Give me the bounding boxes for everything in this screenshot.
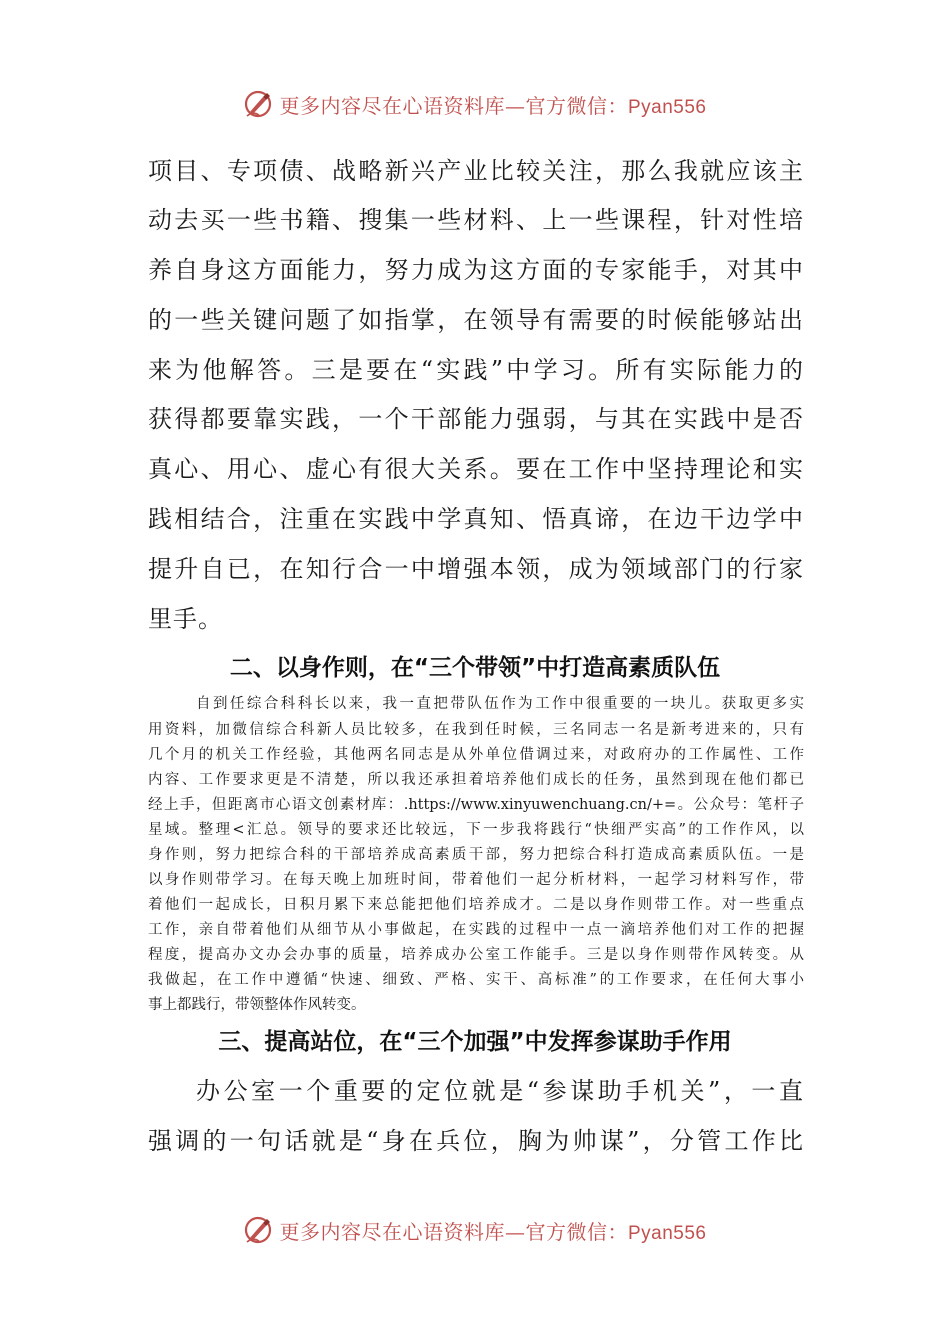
footer-watermark	[0, 1212, 950, 1248]
watermark-id: Pyan556	[627, 1222, 707, 1244]
small-body-line: 程度，提高办文办会办事的质量，培养成办公室工作能手。三是以身作则带作风转变。从	[148, 947, 804, 963]
body-line: 提升自已，在知行合一中增强本领，成为领域部门的行家	[148, 555, 804, 583]
pen-logo-icon	[243, 1215, 273, 1245]
section-heading: 三、提高站位，在“三个加强”中发挥参谋助手作用	[218, 1029, 732, 1055]
small-body-line: 几个月的机关工作经验，其他两名同志是从外单位借调过来，对政府办的工作属性、工作	[148, 747, 804, 763]
body-line: 的一些关键问题了如指掌，在领导有需要的时候能够站出	[148, 306, 804, 334]
small-body-line: 身作则，努力把综合科的干部培养成高素质干部，努力把综合科打造成高素质队伍。一是	[148, 847, 804, 863]
body-line: 养自身这方面能力，努力成为这方面的专家能手，对其中	[148, 256, 804, 284]
section-heading: 二、以身作则，在“三个带领”中打造高素质队伍	[229, 655, 721, 681]
body-line: 项目、专项债、战略新兴产业比较关注，那么我就应该主	[148, 157, 804, 185]
watermark-text: 更多内容尽在心语资料库—官方微信：Pyan556	[279, 93, 707, 118]
body-line: 践相结合，注重在实践中学真知、悟真谛，在边干边学中	[148, 505, 804, 533]
body-line: 来为他解答。三是要在“实践”中学习。所有实际能力的	[148, 356, 804, 384]
body-line: 动去买一些书籍、搜集一些材料、上一些课程，针对性培	[148, 206, 804, 234]
small-body-line: 内容、工作要求更是不清楚，所以我还承担着培养他们成长的任务，虽然到现在他们都已	[148, 772, 804, 788]
watermark-id: Pyan556	[627, 96, 707, 118]
small-body-line: 工作，亲自带着他们从细节从小事做起，在实践的过程中一点一滴培养他们对工作的把握	[148, 922, 804, 938]
small-body-line: 着他们一起成长，日积月累下来总能把他们培养成才。二是以身作则带工作。对一些重点	[148, 897, 804, 913]
body-line: 获得都要靠实践，一个干部能力强弱，与其在实践中是否	[148, 405, 804, 433]
small-body-line: 自到任综合科科长以来，我一直把带队伍作为工作中很重要的一块儿。获取更多实	[196, 696, 804, 712]
header-watermark	[0, 86, 950, 122]
small-body-line: 星域。整理<汇总。领导的要求还比较远，下一步我将践行“快细严实高”的工作作风，以	[148, 822, 804, 838]
body-line: 办公室一个重要的定位就是“参谋助手机关”，一直	[196, 1077, 804, 1105]
small-body-line: 用资料，加微信综合科新人员比较多，在我到任时候，三名同志一名是新考进来的，只有	[148, 722, 804, 738]
small-body-line: 以身作则带学习。在每天晚上加班时间，带着他们一起分析材料，一起学习材料写作，带	[148, 872, 804, 888]
pen-logo-icon	[243, 89, 273, 119]
body-line: 真心、用心、虚心有很大关系。要在工作中坚持理论和实	[148, 455, 804, 483]
small-body-line: 我做起，在工作中遵循“快速、细致、严格、实干、高标准”的工作要求，在任何大事小	[148, 972, 804, 988]
small-body-line: 事上都践行，带领整体作风转变。	[148, 997, 366, 1013]
watermark-text: 更多内容尽在心语资料库—官方微信：Pyan556	[279, 1219, 707, 1244]
body-line: 强调的一句话就是“身在兵位，胸为帅谋”，分管工作比	[148, 1127, 804, 1155]
small-body-line: 经上手，但距离市心语文创素材库：.https://www.xinyuwenchuang.cn/+=。公众号：笔杆子	[148, 797, 804, 813]
body-line: 里手。	[148, 605, 223, 633]
